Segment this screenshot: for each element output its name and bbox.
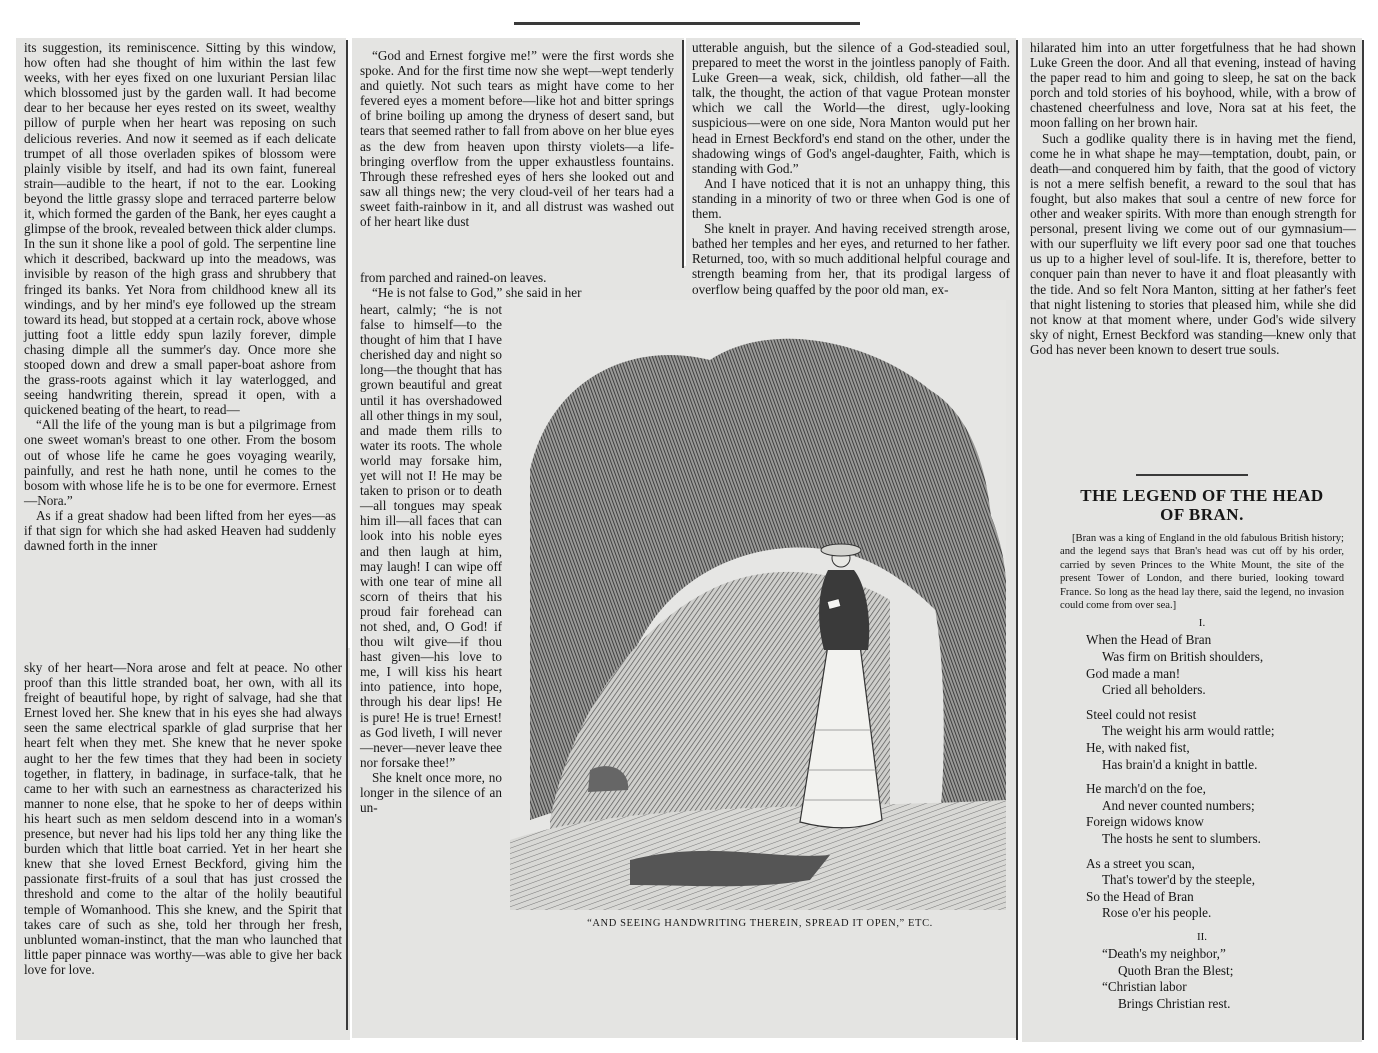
paragraph: Such a godlike quality there is in having met the fiend, come he in what shape he may—temptation, doubt, pain, or death—and conquered him by faith, that the good of victory is not a mere selfish benefit, a reward to the soul that has fought, but also makes that soul a centre of new force for other and weaker spirits. With more than enough strength for personal, present living we come out of our gymnasium—with our superfluity we lift every poor sad one that touches us up to a higher level of soul-life. It is, therefore, better to conquer pain than never to have it and float pleasantly with the tide. And so felt Nora Manton, sitting at her father's feet that night listening to stories that pleased him, while she did not know at that moment where, under God's wide silvery sky of night, Ernest Beckford was standing—knew only that God has never been known to desert true souls. [1030,130,1356,357]
verse-line: The weight his arm would rattle; [1102,723,1275,739]
poem-section [1054,486,1350,1012]
paragraph: hilarated him into an utter forgetfulness that he had shown Luke Green the door. And all that evening, instead of having the paper read to him and going to sleep, he sat on the back porch and told stories of his boyhood, while, with a brow of chastened cheerfulness and love, Nora sat at his feet, the moon falling on her brown hair. [1030,40,1356,131]
poem-part-numeral: I. [1198,617,1206,630]
verse-line: God made a man! [1086,665,1181,681]
article-column-4 [1030,40,1356,357]
paragraph: utterable anguish, but the silence of a God-steadied soul, prepared to meet the worst in the jointless panoply of Faith. Luke Green—a weak, sick, childish, old father—all the talk, the thought, the action of that vague Protean monster which we call the World—the direst, ugly-looking suspicious—were on one side, Nora Manton would put her head in Ernest Beckford's end stand on the other, under the shadowing wings of God's angel-daughter, Faith, which is standing with God.” [692,40,1010,176]
article-column-2 [360,48,674,229]
verse-line: Brings Christian rest. [1118,995,1231,1011]
paragraph: “He is not false to God,” she said in her [372,285,582,301]
verse-line: Rose o'er his people. [1102,905,1212,921]
paragraph: She knelt in prayer. And having received strength arose, bathed her temples and her eyes, and returned to her father. Returned, too, with so much additional helpful courage and strength beaming from her, that its prodigal largess of overflow being quaffed by the poor old man, ex- [692,221,1010,297]
verse-line: He march'd on the foe, [1086,781,1206,797]
verse-line: “Death's my neighbor,” [1102,945,1226,961]
paragraph: its suggestion, its reminiscence. Sitting by this window, how often had she thought of him within the last few weeks, with her eyes fixed on one luxuriant Persian lilac which blossomed just by the garden wall. It had become dear to her because her eyes rested on its sweet, wealthy pillow of purple when her heart was reposing on such delicious reveries. And now it seemed as if each delicate trumpet of all those overladen spikes of blossom were plainly visible by itself, and had its own faint, funereal strain—audible to the heart, if not to the ear. Looking beyond the little grassy slope and terraced parterre below it, which formed the garden of the Bank, her eyes caught a glimpse of the brook, revealed between thick alder clumps. In the sun it shone like a pool of gold. The serpentine line which it described, backward up into the meadows, was invisible by reason of the high grass and shrubbery that fringed its banks. Yet Nora from childhood knew all its windings, and by her mind's eye followed up the stream toward its head, but stopped at a certain rock, above whose jutting foot a little eddy spun lazily forever, dimple chasing dimple all the summer's day. Once more she stooped down and drew a small paper-boat ashore from the grass-roots against which it lay waterlogged, and seeing handwriting therein, spread it open, with a quickened beating of the heart, to read— [24,40,336,418]
column-rule-3 [1016,40,1018,1040]
article-column-1 [24,40,336,553]
verse-line: And never counted numbers; [1102,797,1255,813]
poem-part-numeral: II. [1196,930,1208,943]
verse-line: He, with naked fist, [1086,740,1190,755]
article-column-3 [692,40,1010,297]
paragraph: sky of her heart—Nora arose and felt at peace. No other proof than this little stranded boat, her own, with all its freight of beautiful hope, by right of salvage, had she that Ernest loved her. She knew that in his eyes she had always seen the same electrical sparkle of glad surprise that her heart felt when they met. She knew that he never spoke aught to her the few times that they had been in society together, in flattery, in badinage, in surface-talk, that he came to her with such an earnestness as characterized his manner to none else, that he spoke to her of deeps within his heart such as men seldom descend into in a woman's presence, but never had his lips told her any thing like the burden which that little boat carried. Yet in her heart she knew that she loved Ernest Beckford, giving him the passionate first-fruits of a soul that has just crossed the threshold and come to the altar of the holily beautiful temple of Womanhood. This she knew, and the Spirit that takes care of such as she, told her through her fresh, unblunted woman-instinct, that the man who launched that little paper pinnace was worthy—was able to give her back love for love. [24,660,342,977]
paragraph: heart, calmly; “he is not false to himself—to the thought of him that I have cherished day and night so long—the thought that has grown beautiful and great until it has overshadowed all other things in my soul, and made them rills to water its roots. The whole world may forsake him, yet will not I! He may be taken to prison or to death—all tongues may speak him ill—all faces that can look into his noble eyes and then laugh at him, may laugh! I can wipe off with one tear of mine all scorn of theirs that his proud fair forehead can not shed, and, O God! if thou wilt give—if thou hast given—his love to me, I will kiss his heart into patience, into hope, through his dear lips! He is pure! He is true! Ernest! as God liveth, I will never—never—never leave thee nor forsake thee!” [360,302,502,770]
verse-line: As a street you scan, [1086,855,1195,871]
article-column-2-continued [360,270,680,300]
engraving-illustration [510,300,1006,910]
verse-line: Was firm on British shoulders, [1102,649,1264,665]
article-column-2-narrow [360,302,502,815]
column-rule-2 [682,40,684,268]
stanza [1082,856,1350,922]
verse-line: Foreign widows know [1086,814,1204,830]
top-rule [514,22,860,25]
poem-verses [1054,632,1350,922]
poem-title: THE LEGEND OF THE HEAD OF BRAN. [1080,486,1324,524]
verse-line: So the Head of Bran [1086,888,1194,904]
verse-line: Has brain'd a knight in battle. [1102,756,1258,772]
stanza [1082,707,1350,773]
poem-intro: [Bran was a king of England in the old fabulous British history; and the legend says that Bran's head was cut off by his order, carried by seven Princes to the White Mount, the site of the present Tower of London, and there buried, looking toward France. So long as the head lay there, said the legend, no invasion could come from over sea.] [1060,533,1344,612]
verse-line: When the Head of Bran [1086,632,1212,648]
stanza [1082,632,1350,698]
column-rule-1 [346,40,348,1030]
article-column-1-continued [24,660,342,977]
verse-line: “Christian labor [1102,979,1187,995]
verse-line: Quoth Bran the Blest; [1118,962,1234,978]
verse-line: Steel could not resist [1086,706,1197,722]
paragraph-lead: from parched and rained-on leaves. [360,270,547,285]
paragraph: “All the life of the young man is but a pilgrimage from one sweet woman's breast to one other. From the bosom out of whose life he came he goes voyaging wearily, painfully, and rest he hath none, until he comes to the bosom with whose life he is to be one for evermore. Ernest—Nora.” [24,417,336,508]
poem-rule [1136,474,1248,476]
poem-verses-part2 [1054,946,1350,1012]
paragraph: “God and Ernest forgive me!” were the first words she spoke. And for the first time now she wept—wept tenderly and quietly. Not such tears as might have come to her fevered eyes a moment before—like hot and bitter springs of brine boiling up among the dryness of desert sand, but tears that seemed rather to fall from above on her blue eyes as the dew from heaven upon thirsty violets—a life-bringing overflow from the upper exhaustless fountains. Through these refreshed eyes of hers she looked out and saw all things new; the very cloud-veil of her tears had a sweet faith-rainbow in it, and all distrust was washed out of her heart like dust [360,48,674,230]
column-rule-4 [1362,40,1364,1040]
verse-line: The hosts he sent to slumbers. [1102,830,1261,846]
paragraph: And I have noticed that it is not an unhappy thing, this standing in a minority of two or three when God is one of them. [692,175,1010,222]
paragraph: As if a great shadow had been lifted from her eyes—as if that sign for which she had asked Heaven had suddenly dawned forth in the inner [24,507,336,554]
verse-line: That's tower'd by the steeple, [1102,872,1256,888]
illustration-caption: “AND SEEING HANDWRITING THEREIN, SPREAD IT OPEN,” ETC. [587,918,933,929]
paragraph: She knelt once more, no longer in the silence of an un- [360,769,502,816]
stanza [1082,781,1350,847]
verse-line: Cried all beholders. [1102,682,1206,698]
engraving-scene-icon [510,300,1006,910]
